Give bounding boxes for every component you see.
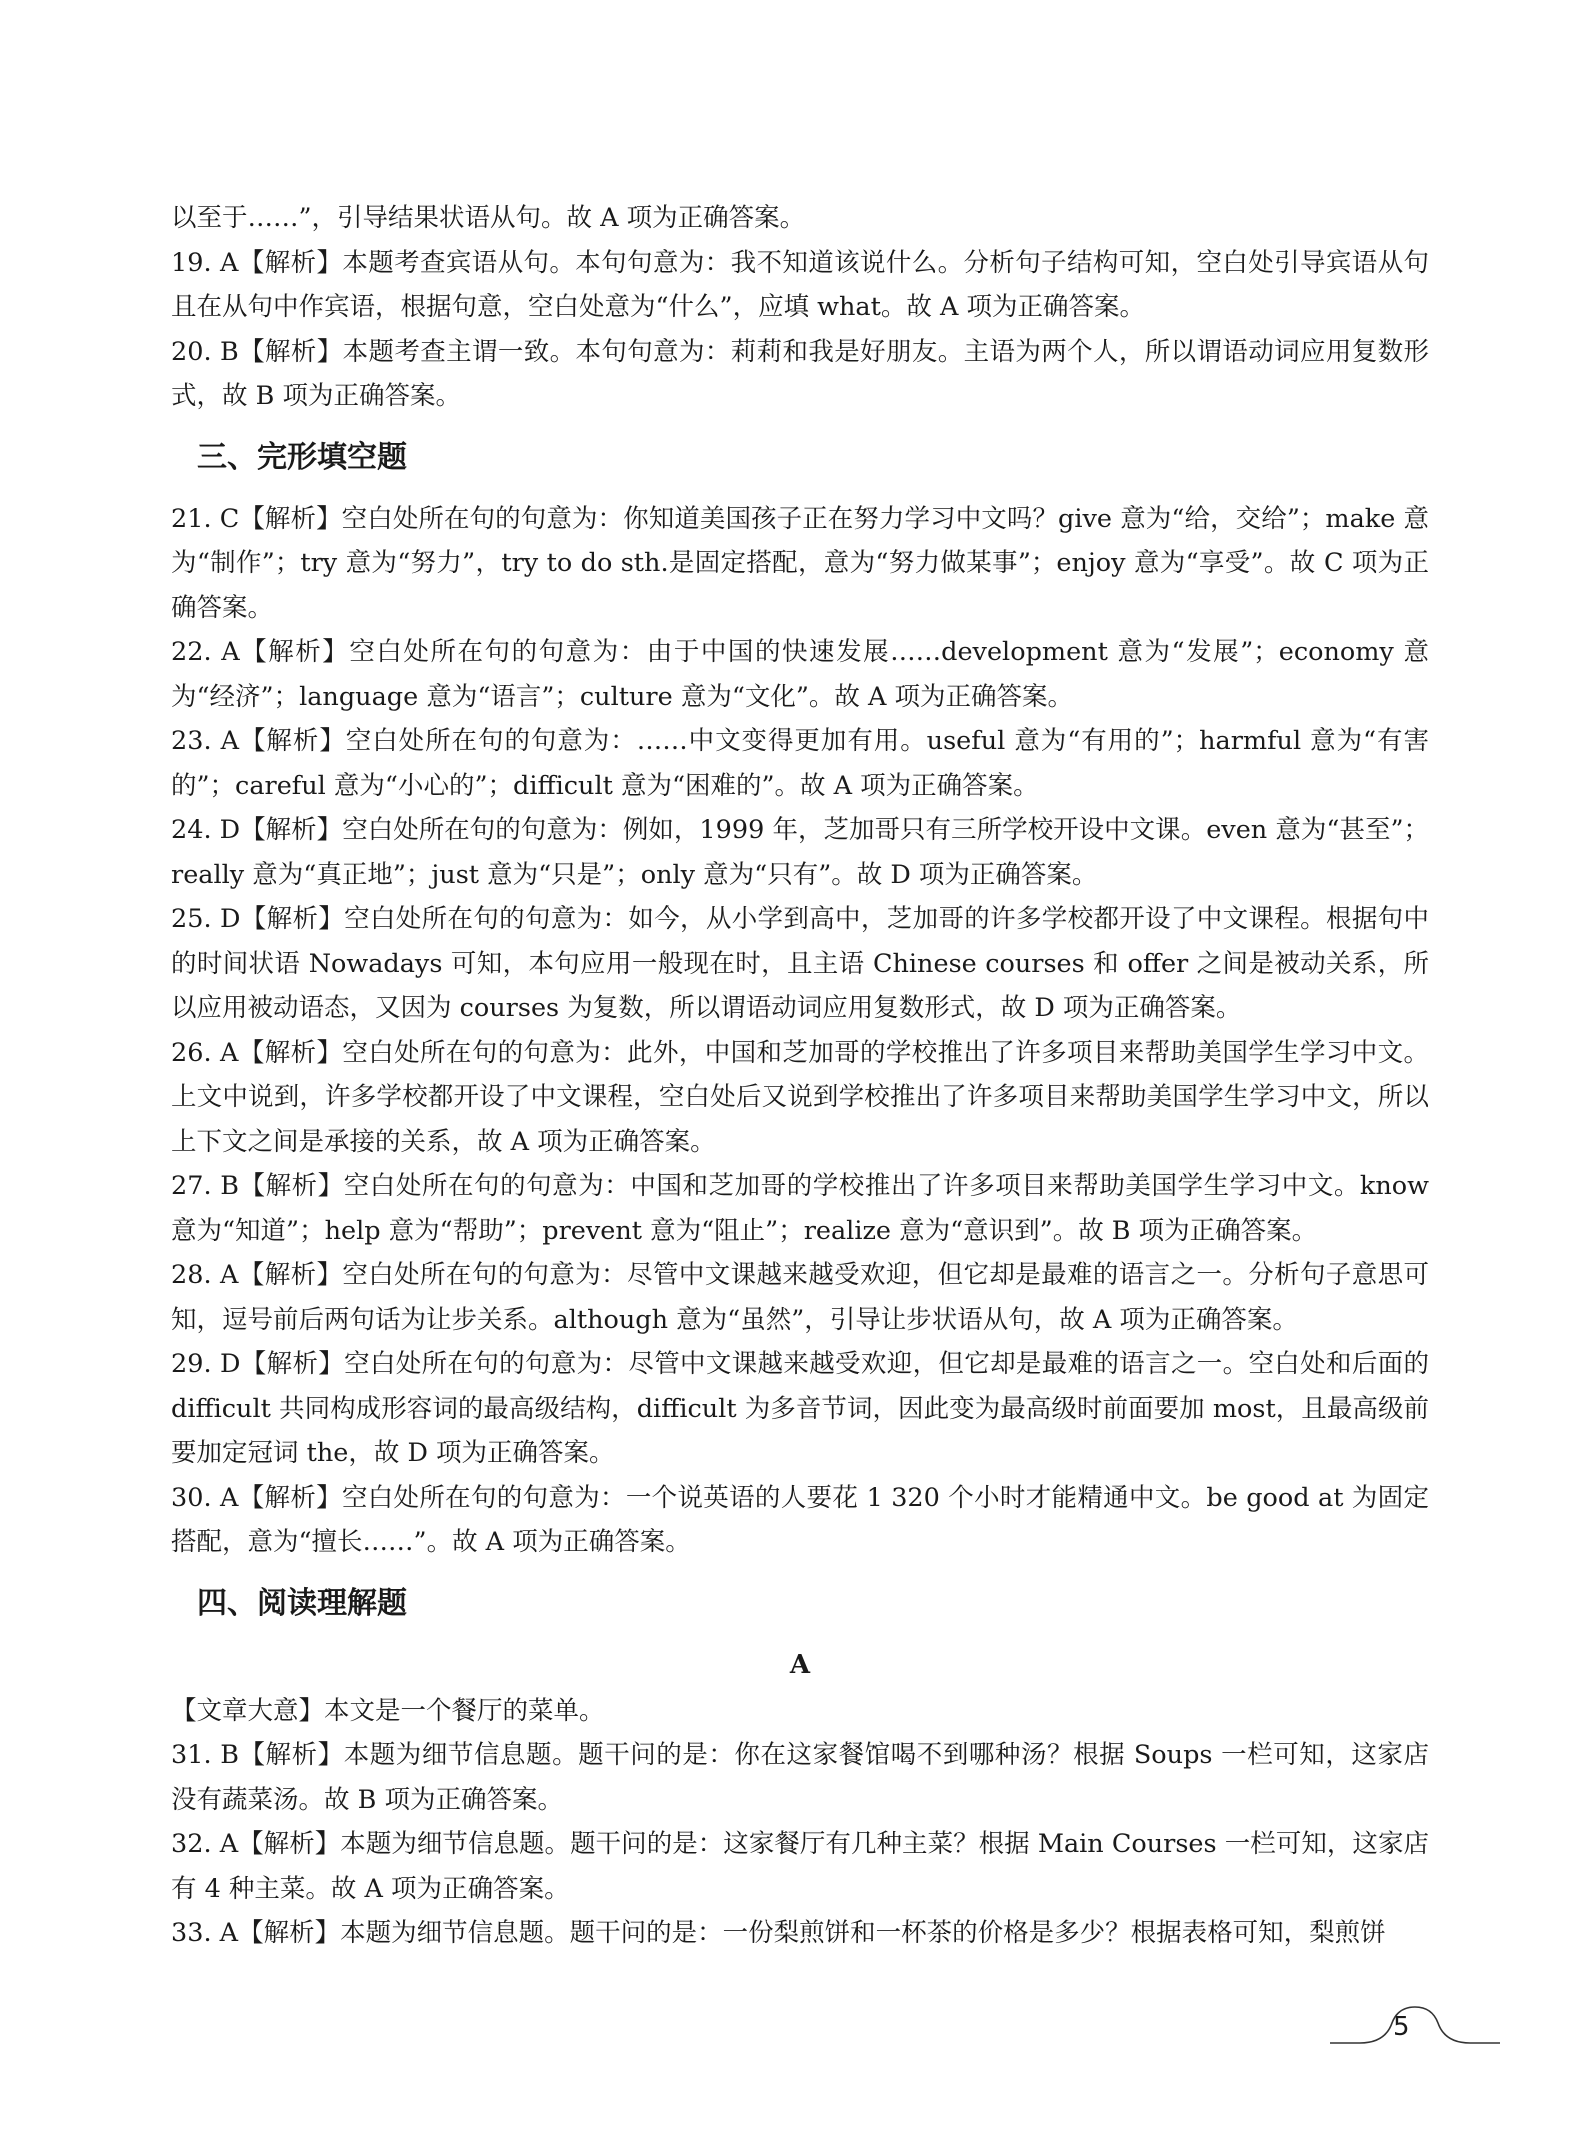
paragraph: 25. D【解析】空白处所在句的句意为：如今，从小学到高中，芝加哥的许多学校都开设了中文课程。根据句中的时间状语 Nowadays 可知，本句应用一般现在时，且主语 Chinese courses 和 offer 之间是被动关系，所以应用被动语态，又因为 courses 为复数，所以谓语动词应用复数形式，故 D 项为正确答案。 [171,904,1429,1023]
paragraph: 26. A【解析】空白处所在句的句意为：此外，中国和芝加哥的学校推出了许多项目来帮助美国学生学习中文。上文中说到，许多学校都开设了中文课程，空白处后又说到学校推出了许多项目来帮助美国学生学习中文，所以上下文之间是承接的关系，故 A 项为正确答案。 [171,1037,1429,1157]
answer-page [171,196,1429,1956]
paragraph: 以至于……”，引导结果状语从句。故 A 项为正确答案。 [171,203,806,233]
paragraph: 29. D【解析】空白处所在句的句意为：尽管中文课越来越受欢迎，但它却是最难的语言之一。空白处和后面的 difficult 共同构成形容词的最高级结构，difficult 为多音节词，因此变为最高级时前面要加 most，且最高级前要加定冠词 the，故 D 项为正确答案。 [171,1349,1429,1468]
paragraph: 27. B【解析】空白处所在句的句意为：中国和芝加哥的学校推出了许多项目来帮助美国学生学习中文。know 意为“知道”；help 意为“帮助”；prevent 意为“阻止”；realize 意为“意识到”。故 B 项为正确答案。 [171,1171,1429,1246]
section-title-cloze: 三、完形填空题 [197,439,407,475]
paragraph-group-b [171,497,1429,1565]
subsection-label: A [789,1649,811,1680]
paragraph: 20. B【解析】本题考查主谓一致。本句句意为：莉莉和我是好朋友。主语为两个人，所以谓语动词应用复数形式，故 B 项为正确答案。 [171,336,1429,411]
paragraph-group-c [171,1689,1429,1956]
paragraph: 【文章大意】本文是一个餐厅的菜单。 [171,1695,605,1726]
page-number-ornament [1330,1995,1500,2065]
paragraph: 28. A【解析】空白处所在句的句意为：尽管中文课越来越受欢迎，但它却是最难的语言之一。分析句子意思可知，逗号前后两句话为让步关系。although 意为“虽然”，引导让步状语从句，故 A 项为正确答案。 [171,1260,1429,1335]
paragraph: 23. A【解析】空白处所在句的句意为：……中文变得更加有用。useful 意为“有用的”；harmful 意为“有害的”；careful 意为“小心的”；difficult 意为“困难的”。故 A 项为正确答案。 [171,726,1429,801]
page-number: 5 [1393,2012,1410,2042]
section-title-reading: 四、阅读理解题 [197,1585,407,1621]
paragraph: 24. D【解析】空白处所在句的句意为：例如，1999 年，芝加哥只有三所学校开设中文课。even 意为“甚至”；really 意为“真正地”；just 意为“只是”；only 意为“只有”。故 D 项为正确答案。 [171,815,1429,890]
paragraph: 19. A【解析】本题考查宾语从句。本句句意为：我不知道该说什么。分析句子结构可知，空白处引导宾语从句且在从句中作宾语，根据句意，空白处意为“什么”，应填 what。故 A 项为正确答案。 [171,247,1429,322]
paragraph: 21. C【解析】空白处所在句的句意为：你知道美国孩子正在努力学习中文吗？give 意为“给，交给”；make 意为“制作”；try 意为“努力”，try to do sth.是固定搭配，意为“努力做某事”；enjoy 意为“享受”。故 C 项为正确答案。 [171,503,1429,623]
paragraph: 22. A【解析】空白处所在句的句意为：由于中国的快速发展……development 意为“发展”；economy 意为“经济”；language 意为“语言”；culture 意为“文化”。故 A 项为正确答案。 [171,637,1429,712]
paragraph: 33. A【解析】本题为细节信息题。题干问的是：一份梨煎饼和一杯茶的价格是多少？根据表格可知，梨煎饼 [171,1918,1386,1948]
paragraph-group-a [171,196,1429,419]
paragraph: 32. A【解析】本题为细节信息题。题干问的是：这家餐厅有几种主菜？根据 Main Courses 一栏可知，这家店有 4 种主菜。故 A 项为正确答案。 [171,1829,1429,1904]
paragraph: 30. A【解析】空白处所在句的句意为：一个说英语的人要花 1 320 个小时才能精通中文。be good at 为固定搭配，意为“擅长……”。故 A 项为正确答案。 [171,1482,1429,1557]
paragraph: 31. B【解析】本题为细节信息题。题干问的是：你在这家餐馆喝不到哪种汤？根据 Soups 一栏可知，这家店没有蔬菜汤。故 B 项为正确答案。 [171,1740,1429,1815]
